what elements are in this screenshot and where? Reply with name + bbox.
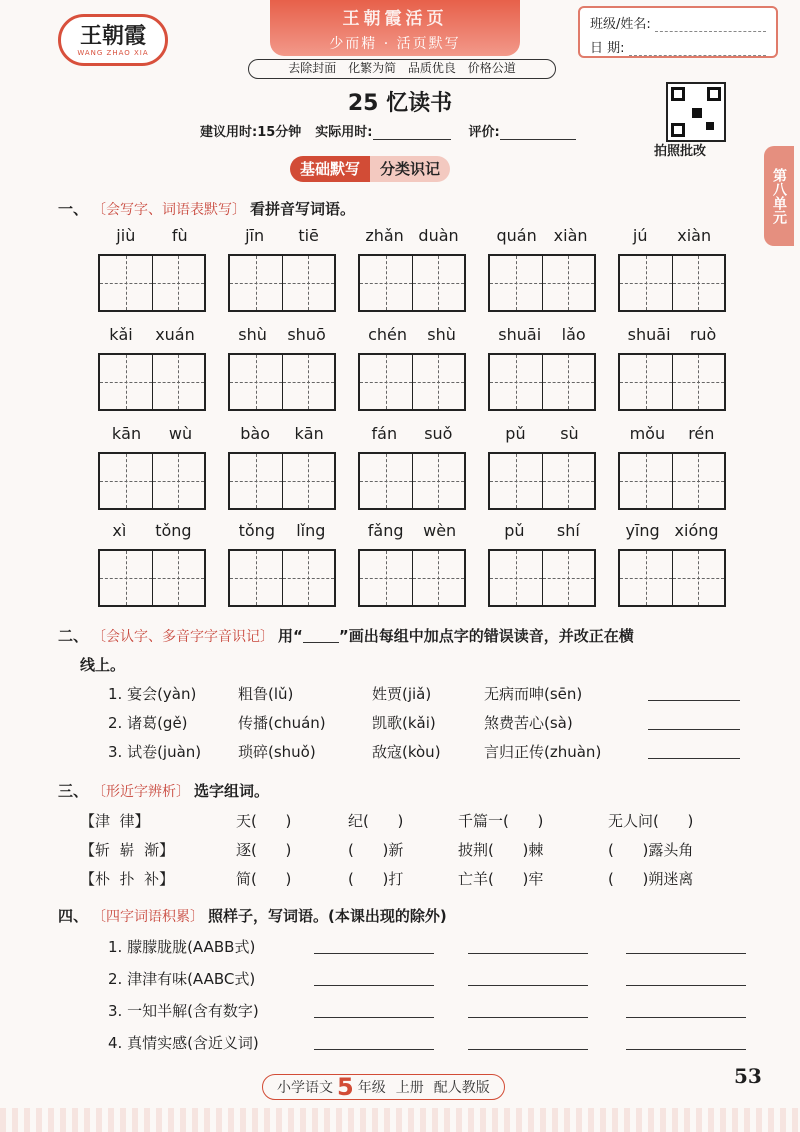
header-banner [270,0,520,56]
evaluation-label: 评价: [468,125,500,140]
footer-subject: 小学语文 [277,1080,333,1096]
pinyin-syllable: jiù [116,226,136,245]
answer-line[interactable] [626,1032,746,1050]
fill-item[interactable]: ( )新 [348,841,404,859]
example-word: 2. 津津有味(AABC式) [108,970,256,988]
writing-box[interactable] [543,551,595,605]
writing-box[interactable] [100,551,153,605]
pinyin-row [98,521,748,607]
reading-item: 1. 宴会(yàn) [108,685,197,703]
writing-box[interactable] [283,454,335,508]
pinyin-syllable: duàn [418,226,459,245]
footer-grade: 年级 [357,1080,386,1096]
writing-grid[interactable] [228,452,336,510]
pinyin-syllable: chén [368,325,408,344]
lesson-title: 25 忆读书 [347,91,453,116]
writing-grid[interactable] [228,549,336,607]
reading-item: 言归正传(zhuàn) [484,743,602,761]
writing-box[interactable] [153,551,205,605]
writing-box[interactable] [360,256,413,310]
pinyin-syllable: wù [168,424,193,443]
fill-item[interactable]: 千篇一( ) [458,812,544,830]
unit-side-tab: 第八单元 [764,146,794,246]
fill-item[interactable]: 简( ) [236,870,292,888]
q1-text: 看拼音写词语。 [250,200,356,218]
answer-line[interactable] [468,1000,588,1018]
q2-tag: 〔会认字、多音字字音识记〕 [92,628,275,645]
writing-grid[interactable] [618,353,726,411]
writing-grid[interactable] [358,549,466,607]
char-group: 【斩 崭 渐】 [80,841,175,859]
pinyin-syllable: xì [112,521,127,540]
pinyin-item [358,424,488,510]
pinyin-syllable: xiàn [553,226,588,245]
q3-heading [58,780,269,801]
pinyin-syllable: lǐng [296,521,326,540]
pinyin-syllable: lǎo [561,325,586,344]
q3-tag: 〔形近字辨析〕 [92,783,191,800]
writing-box[interactable] [543,256,595,310]
writing-box[interactable] [100,256,153,310]
pinyin-syllable: jīn [245,226,265,245]
writing-grid[interactable] [618,452,726,510]
pinyin-syllable: xiàn [677,226,712,245]
pinyin-syllable: suǒ [424,424,453,443]
fill-item[interactable]: ( )朔迷离 [608,870,694,888]
pinyin-syllable: yīng [625,521,660,540]
pinyin-syllable: tiē [298,226,319,245]
pinyin-item [228,424,358,510]
writing-box[interactable] [153,355,205,409]
footer-grade-number: 5 [337,1073,354,1101]
pinyin-syllable: rén [688,424,715,443]
q1-tag: 〔会写字、词语表默写〕 [92,201,247,218]
writing-grid[interactable] [358,452,466,510]
writing-box[interactable] [413,355,465,409]
writing-box[interactable] [153,454,205,508]
answer-line[interactable] [626,968,746,986]
pinyin-syllable: fán [371,424,398,443]
reading-item: 姓贾(jiǎ) [372,685,432,703]
writing-box[interactable] [100,355,153,409]
actual-time-label: 实际用时: [315,125,373,140]
fill-item[interactable]: 天( ) [236,812,292,830]
pinyin-syllable: fǎng [367,521,404,540]
reading-item: 粗鲁(lǔ) [238,685,294,703]
writing-box[interactable] [100,454,153,508]
pinyin-syllable: shù [427,325,456,344]
pinyin-syllable: quán [496,226,537,245]
writing-box[interactable] [620,256,673,310]
pinyin-syllable: ruò [689,325,717,344]
writing-box[interactable] [620,355,673,409]
banner-subtitle: 少而精 · 活页默写 [329,36,461,52]
writing-box[interactable] [673,355,725,409]
writing-box[interactable] [283,355,335,409]
fill-item[interactable]: 逐( ) [236,841,292,859]
writing-box[interactable] [360,355,413,409]
q3-text: 选字组词。 [194,782,270,800]
pinyin-syllable: tǒng [155,521,192,540]
pinyin-item [488,325,618,411]
writing-box[interactable] [673,256,725,310]
pinyin-item [488,424,618,510]
writing-grid[interactable] [98,452,206,510]
writing-box[interactable] [673,551,725,605]
actual-time-field[interactable] [373,126,451,140]
q4-number: 四、 [58,907,89,925]
writing-grid[interactable] [98,254,206,312]
writing-box[interactable] [490,454,543,508]
writing-box[interactable] [413,551,465,605]
pinyin-syllable: shí [556,521,580,540]
pinyin-item [228,325,358,411]
answer-line[interactable] [468,936,588,954]
date-field[interactable] [629,42,766,56]
pinyin-item [98,521,228,607]
qr-caption: 拍照批改 [654,144,707,159]
pinyin-item [618,226,748,312]
char-group: 【朴 扑 补】 [80,870,175,888]
fill-item[interactable]: 披荆( )棘 [458,841,544,859]
writing-box[interactable] [360,551,413,605]
writing-grid[interactable] [488,254,596,312]
writing-grid[interactable] [358,353,466,411]
example-word: 3. 一知半解(含有数字) [108,1002,259,1020]
writing-box[interactable] [620,454,673,508]
example-word: 4. 真情实感(含近义词) [108,1034,259,1052]
pinyin-syllable: jú [632,226,648,245]
pinyin-item [488,226,618,312]
brand-logo [58,14,168,66]
writing-grid[interactable] [488,353,596,411]
writing-grid[interactable] [618,254,726,312]
q2-number: 二、 [58,627,89,645]
pinyin-item [98,424,228,510]
class-name-label: 班级/姓名: [590,17,651,32]
pinyin-syllable: wèn [423,521,457,540]
student-info-box [578,6,778,58]
section-classified: 分类识记 [370,156,450,182]
writing-box[interactable] [413,256,465,310]
pinyin-item [228,521,358,607]
char-group: 【津 律】 [80,812,150,830]
reading-item: 无病而呻(sēn) [484,685,583,703]
pinyin-syllable: shuō [287,325,326,344]
answer-line[interactable] [314,968,434,986]
qr-code-icon[interactable] [666,82,726,142]
pinyin-syllable: kān [294,424,324,443]
writing-grid[interactable] [98,549,206,607]
pinyin-item [618,424,748,510]
page-number: 53 [734,1064,762,1088]
answer-line[interactable] [648,741,740,759]
pinyin-syllable: kǎi [109,325,133,344]
writing-grid[interactable] [488,549,596,607]
answer-line[interactable] [468,1032,588,1050]
pinyin-syllable: shuāi [498,325,542,344]
reading-item: 2. 诸葛(gě) [108,714,188,732]
writing-box[interactable] [543,454,595,508]
writing-box[interactable] [620,551,673,605]
q1-number: 一、 [58,200,89,218]
pinyin-syllable: kān [111,424,142,443]
writing-box[interactable] [230,454,283,508]
reading-item: 传播(chuán) [238,714,326,732]
writing-box[interactable] [673,454,725,508]
pinyin-item [228,226,358,312]
pinyin-syllable: sù [560,424,579,443]
pinyin-item [358,521,488,607]
answer-line[interactable] [314,1000,434,1018]
writing-grid[interactable] [618,549,726,607]
answer-line[interactable] [626,1000,746,1018]
fill-item[interactable]: 纪( ) [348,812,404,830]
brand-name: 王朝霞 [79,23,146,49]
pinyin-item [358,226,488,312]
answer-line[interactable] [468,968,588,986]
writing-box[interactable] [543,355,595,409]
q1-heading [58,198,355,219]
writing-box[interactable] [230,256,283,310]
writing-box[interactable] [283,551,335,605]
q4-tag: 〔四字词语积累〕 [92,908,205,925]
pinyin-row [98,424,748,510]
pinyin-syllable: shù [238,325,267,344]
pinyin-item [618,325,748,411]
pinyin-syllable: xuán [155,325,195,344]
pinyin-syllable: zhǎn [365,226,404,245]
q2-text-b: ”画出每组中加点字的错误读音，并改正在横 [338,627,634,645]
reading-item: 敌寇(kòu) [372,743,441,761]
answer-line[interactable] [626,936,746,954]
pinyin-syllable: shuāi [627,325,671,344]
writing-box[interactable] [230,355,283,409]
pinyin-item [358,325,488,411]
underline-sample [303,629,339,643]
writing-grid[interactable] [228,254,336,312]
brand-sub: WANG ZHAO XIA [77,49,149,57]
suggest-time: 建议用时:15分钟 [200,125,302,140]
q3-number: 三、 [58,782,89,800]
reading-item: 3. 试卷(juàn) [108,743,202,761]
writing-box[interactable] [283,256,335,310]
answer-line[interactable] [314,1032,434,1050]
footer-label [262,1074,505,1100]
pinyin-syllable: pǔ [505,424,526,443]
writing-box[interactable] [230,551,283,605]
fill-item[interactable]: 亡羊( )牢 [458,870,544,888]
answer-line[interactable] [314,936,434,954]
writing-box[interactable] [490,256,543,310]
footer-edition: 配人教版 [433,1080,490,1096]
pinyin-item [618,521,748,607]
pinyin-syllable: pǔ [504,521,525,540]
writing-grid[interactable] [488,452,596,510]
pinyin-syllable: fù [171,226,188,245]
reading-item: 煞费苦心(sà) [484,714,573,732]
section-bar [290,156,450,182]
slogan: 去除封面 化繁为简 品质优良 价格公道 [248,59,556,79]
reading-item: 凯歌(kǎi) [372,714,436,732]
writing-box[interactable] [490,551,543,605]
q2-heading [58,625,634,646]
q2-text-a: 用“ [278,627,303,645]
banner-title: 王朝霞活页 [342,9,448,29]
writing-box[interactable] [490,355,543,409]
reading-item: 琐碎(shuǒ) [238,743,316,761]
fill-item[interactable]: 无人问( ) [608,812,694,830]
fill-item[interactable]: ( )打 [348,870,404,888]
answer-line[interactable] [648,712,740,730]
date-label: 日 期: [590,41,625,56]
writing-box[interactable] [153,256,205,310]
example-word: 1. 朦朦胧胧(AABB式) [108,938,256,956]
section-basic-dictation: 基础默写 [290,156,370,182]
fill-item[interactable]: ( )露头角 [608,841,694,859]
pinyin-syllable: bào [240,424,270,443]
time-info [200,121,576,140]
writing-box[interactable] [360,454,413,508]
pinyin-item [488,521,618,607]
q4-heading [58,905,447,926]
pinyin-syllable: mǒu [629,424,666,443]
evaluation-field[interactable] [500,126,576,140]
answer-line[interactable] [648,683,740,701]
q2-text-c: 线上。 [80,656,126,674]
pinyin-row [98,226,748,312]
pinyin-row [98,325,748,411]
writing-grid[interactable] [358,254,466,312]
decorative-strip [0,1108,800,1132]
writing-grid[interactable] [228,353,336,411]
pinyin-item [98,325,228,411]
pinyin-syllable: xióng [674,521,719,540]
footer-term: 上册 [395,1080,424,1096]
pinyin-item [98,226,228,312]
class-name-field[interactable] [655,18,766,32]
writing-grid[interactable] [98,353,206,411]
pinyin-syllable: tǒng [238,521,275,540]
writing-box[interactable] [413,454,465,508]
q4-text: 照样子，写词语。(本课出现的除外) [208,907,447,925]
